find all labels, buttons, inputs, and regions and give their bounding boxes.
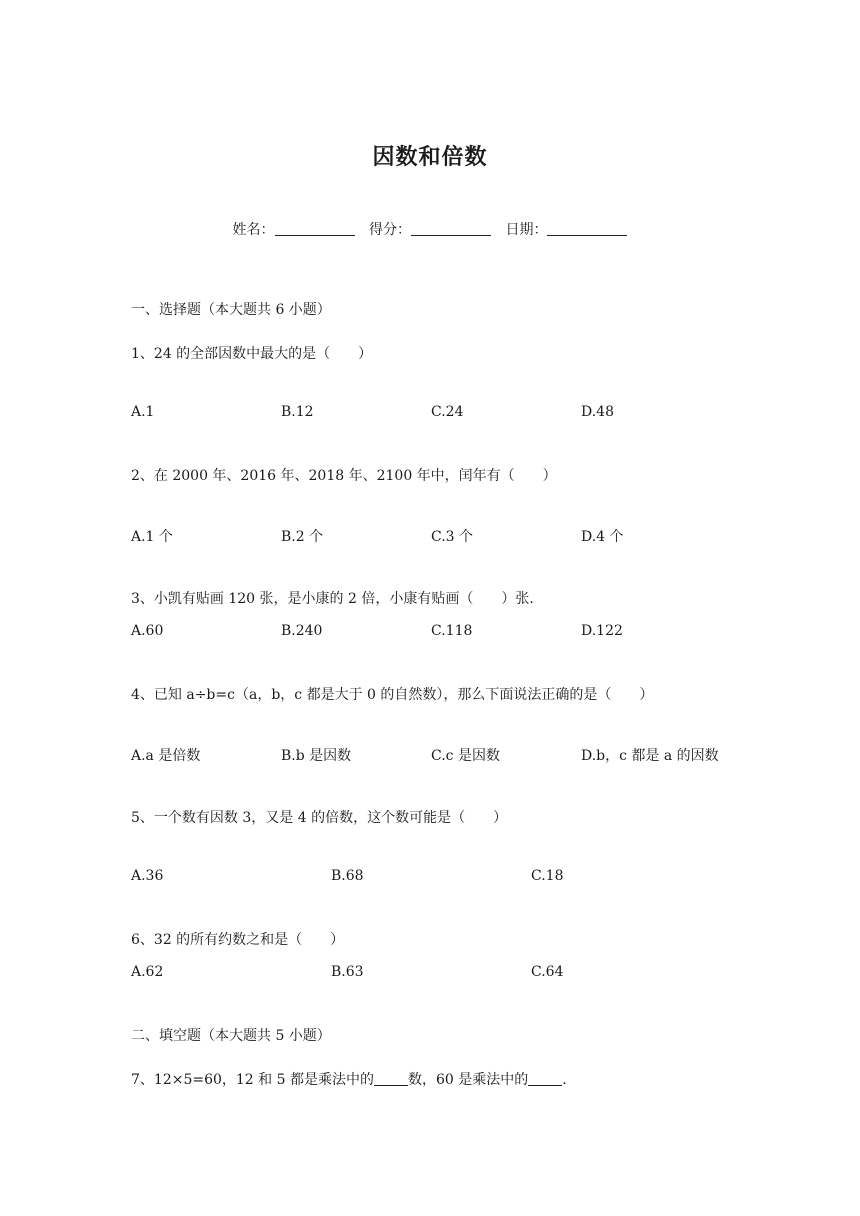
q4-option-a[interactable]: A.a 是倍数 [131, 748, 201, 764]
q1-option-a[interactable]: A.1 [131, 404, 155, 420]
name-label: 姓名： [232, 222, 275, 238]
q6-option-a[interactable]: A.62 [131, 964, 164, 980]
q3-option-a[interactable]: A.60 [131, 623, 164, 639]
q6-option-b[interactable]: B.63 [331, 964, 364, 980]
q7-blank-1[interactable] [374, 1073, 408, 1086]
q5-option-b[interactable]: B.68 [331, 868, 364, 884]
question-2: 2、在 2000 年、2016 年、2018 年、2100 年中，闰年有（ ） [131, 468, 557, 484]
q3-option-c[interactable]: C.118 [431, 623, 473, 639]
q1-option-c[interactable]: C.24 [431, 404, 464, 420]
question-4: 4、已知 a÷b=c（a，b，c 都是大于 0 的自然数），那么下面说法正确的是（ ） [131, 687, 654, 703]
q5-option-c[interactable]: C.18 [531, 868, 564, 884]
q4-option-c[interactable]: C.c 是因数 [431, 748, 500, 764]
q1-option-d[interactable]: D.48 [581, 404, 614, 420]
question-7 [131, 1069, 567, 1089]
question-6: 6、32 的所有约数之和是（ ） [131, 932, 345, 948]
q4-option-b[interactable]: B.b 是因数 [281, 748, 352, 764]
date-blank[interactable] [547, 221, 627, 236]
section-heading-choice: 一、选择题（本大题共 6 小题） [131, 302, 331, 318]
name-field [233, 219, 355, 239]
q3-option-d[interactable]: D.122 [581, 623, 623, 639]
q7-text-part3: . [562, 1072, 567, 1088]
q2-option-d[interactable]: D.4 个 [581, 529, 624, 545]
q1-option-b[interactable]: B.12 [281, 404, 314, 420]
q7-text-part2: 数，60 是乘法中的 [407, 1072, 529, 1088]
score-blank[interactable] [411, 221, 491, 236]
question-3: 3、小凯有贴画 120 张，是小康的 2 倍，小康有贴画（ ）张. [131, 591, 534, 607]
q4-option-d[interactable]: D.b，c 都是 a 的因数 [581, 748, 719, 764]
score-label: 得分： [369, 222, 411, 238]
score-field [369, 219, 491, 239]
date-field [505, 219, 627, 239]
page-title: 因数和倍数 [372, 145, 488, 170]
student-info-row [0, 219, 860, 239]
q7-text-part1: 7、12×5=60，12 和 5 都是乘法中的 [131, 1072, 374, 1088]
q2-option-b[interactable]: B.2 个 [281, 529, 324, 545]
q5-option-a[interactable]: A.36 [131, 868, 164, 884]
q3-option-b[interactable]: B.240 [281, 623, 323, 639]
question-1: 1、24 的全部因数中最大的是（ ） [131, 346, 373, 362]
date-label: 日期： [505, 222, 548, 238]
section-heading-fill: 二、填空题（本大题共 5 小题） [131, 1028, 331, 1044]
q2-option-c[interactable]: C.3 个 [431, 529, 474, 545]
question-5: 5、一个数有因数 3，又是 4 的倍数，这个数可能是（ ） [131, 810, 508, 826]
q7-blank-2[interactable] [528, 1073, 562, 1086]
name-blank[interactable] [275, 221, 355, 236]
q2-option-a[interactable]: A.1 个 [131, 529, 173, 545]
q6-option-c[interactable]: C.64 [531, 964, 564, 980]
